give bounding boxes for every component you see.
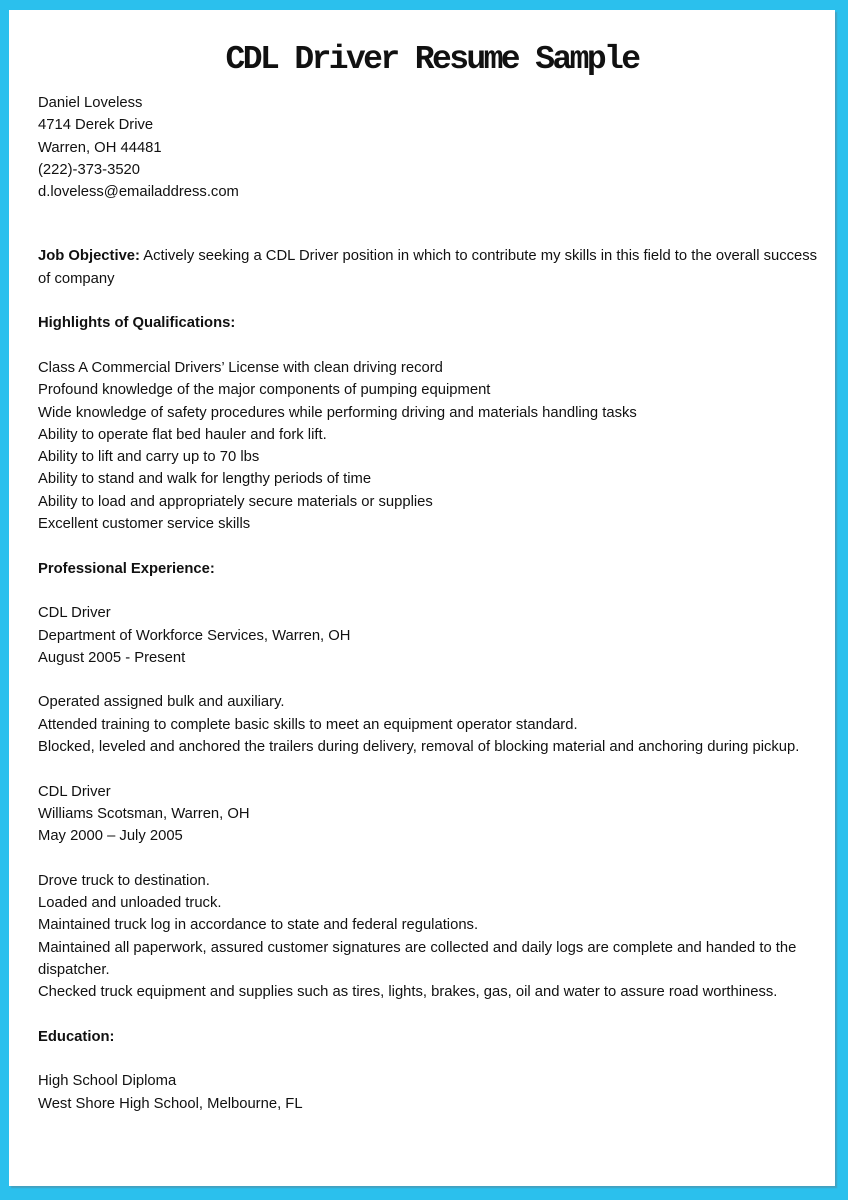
education-item: West Shore High School, Melbourne, FL bbox=[38, 1095, 303, 1112]
qualification-item: Class A Commercial Drivers’ License with clean driving record bbox=[38, 359, 443, 376]
job-duty: Blocked, leveled and anchored the trailers during delivery, removal of blocking material and anchoring during pickup. bbox=[38, 739, 800, 756]
job-objective-text: Actively seeking a CDL Driver position in which to contribute my skills in this field to the overall success of company bbox=[38, 248, 818, 287]
qualification-item: Ability to lift and carry up to 70 lbs bbox=[38, 449, 260, 466]
experience-heading: Professional Experience: bbox=[38, 560, 215, 577]
qualifications-list bbox=[38, 357, 826, 535]
spacer bbox=[38, 1048, 826, 1070]
qualifications-heading: Highlights of Qualifications: bbox=[38, 315, 236, 332]
spacer bbox=[38, 669, 826, 691]
qualification-item: Ability to load and appropriately secure materials or supplies bbox=[38, 493, 433, 510]
job-objective-label: Job Objective: bbox=[38, 248, 140, 265]
education-item: High School Diploma bbox=[38, 1073, 177, 1090]
resume-page bbox=[9, 10, 835, 1186]
job-entry bbox=[38, 602, 826, 669]
job-duty: Attended training to complete basic skills to meet an equipment operator standard. bbox=[38, 716, 578, 733]
contact-email: d.loveless@emailaddress.com bbox=[38, 184, 239, 201]
job-entry bbox=[38, 781, 826, 848]
contact-city-state-zip: Warren, OH 44481 bbox=[38, 139, 162, 156]
education-block bbox=[38, 1070, 826, 1115]
job-duty: Drove truck to destination. bbox=[38, 872, 210, 889]
spacer bbox=[38, 203, 826, 245]
job-duty: Loaded and unloaded truck. bbox=[38, 895, 222, 912]
spacer bbox=[38, 335, 826, 357]
spacer bbox=[38, 535, 826, 557]
spacer bbox=[38, 1004, 826, 1026]
qualification-item: Ability to stand and walk for lengthy periods of time bbox=[38, 471, 372, 488]
job-duty: Operated assigned bulk and auxiliary. bbox=[38, 694, 285, 711]
document-title: CDL Driver Resume Sample bbox=[225, 41, 639, 78]
education-heading: Education: bbox=[38, 1028, 115, 1045]
job-duties-list bbox=[38, 691, 826, 758]
job-duty: Maintained truck log in accordance to state and federal regulations. bbox=[38, 917, 479, 934]
qualification-item: Wide knowledge of safety procedures while performing driving and materials handling tasks bbox=[38, 404, 637, 421]
spacer bbox=[38, 848, 826, 870]
spacer bbox=[38, 580, 826, 602]
job-employer: Department of Workforce Services, Warren, OH bbox=[38, 627, 351, 644]
job-title: CDL Driver bbox=[38, 605, 111, 622]
spacer bbox=[38, 290, 826, 312]
job-duty: Maintained all paperwork, assured customer signatures are collected and daily logs are complete and handed to the dispatcher. bbox=[38, 939, 797, 978]
job-dates: May 2000 – July 2005 bbox=[38, 828, 183, 845]
job-duties-list bbox=[38, 870, 826, 1004]
qualification-item: Profound knowledge of the major components of pumping equipment bbox=[38, 382, 491, 399]
qualification-item: Excellent customer service skills bbox=[38, 516, 251, 533]
qualification-item: Ability to operate flat bed hauler and fork lift. bbox=[38, 426, 327, 443]
contact-block bbox=[38, 92, 826, 203]
job-dates: August 2005 - Present bbox=[38, 649, 186, 666]
job-objective bbox=[38, 245, 826, 290]
contact-street: 4714 Derek Drive bbox=[38, 117, 154, 134]
spacer bbox=[38, 758, 826, 780]
contact-phone: (222)-373-3520 bbox=[38, 161, 141, 178]
job-employer: Williams Scotsman, Warren, OH bbox=[38, 805, 250, 822]
job-title: CDL Driver bbox=[38, 783, 111, 800]
contact-name: Daniel Loveless bbox=[38, 95, 143, 111]
job-duty: Checked truck equipment and supplies such as tires, lights, brakes, gas, oil and water to assure road worthiness. bbox=[38, 984, 778, 1001]
